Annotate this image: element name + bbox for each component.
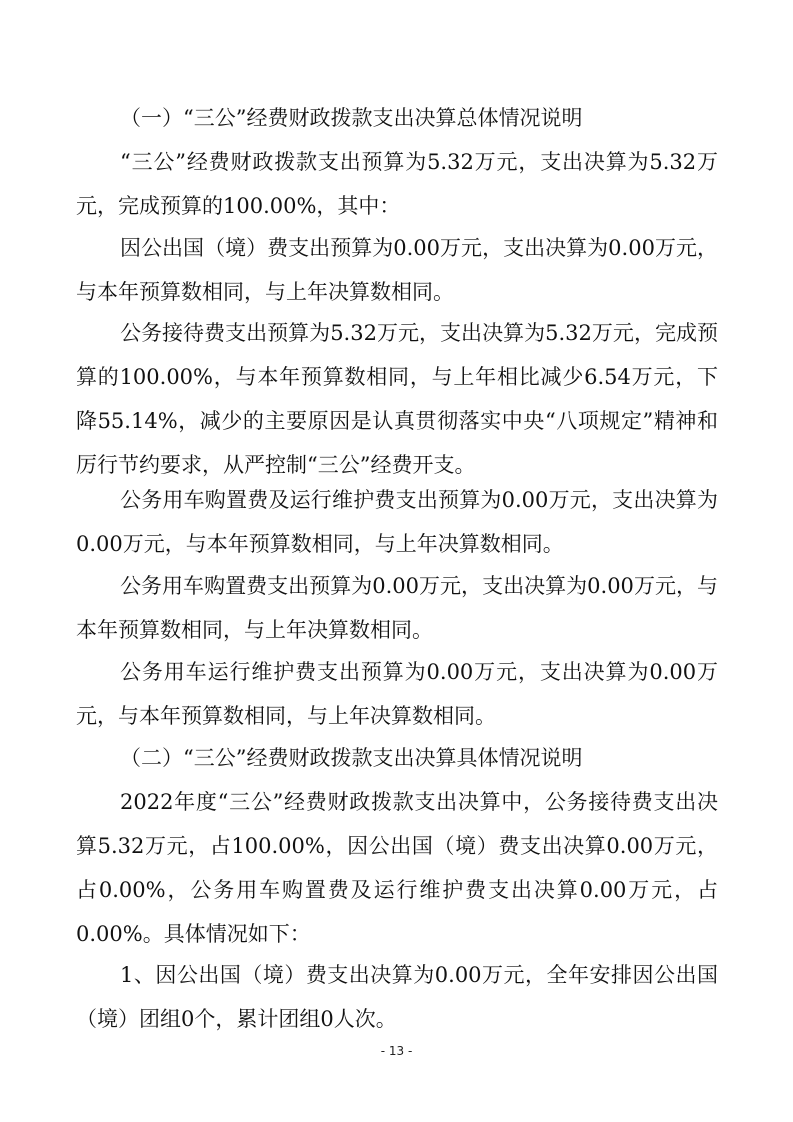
- paragraph-detail-summary: 2022年度“三公”经费财政拨款支出决算中，公务接待费支出决算5.32万元，占100.00%，因公出国（境）费支出决算0.00万元，占0.00%，公务用车购置费及运行维护费支出决算0.00万元，占0.00%。具体情况如下：: [76, 790, 718, 946]
- section-heading-1: （一）“三公”经费财政拨款支出决算总体情况说明: [120, 106, 583, 130]
- paragraph-overseas-travel: 因公出国（境）费支出预算为0.00万元，支出决算为0.00万元，与本年预算数相同，与上年决算数相同。: [76, 236, 718, 304]
- paragraph-overseas-groups: 1、因公出国（境）费支出决算为0.00万元，全年安排因公出国（境）团组0个，累计团组0人次。: [76, 963, 718, 1031]
- paragraph-reception: 公务接待费支出预算为5.32万元，支出决算为5.32万元，完成预算的100.00%，与本年预算数相同，与上年相比减少6.54万元，下降55.14%，减少的主要原因是认真贯彻落实中央“八项规定”精神和厉行节约要求，从严控制“三公”经费开支。: [76, 321, 718, 477]
- paragraph-overall-summary: “三公”经费财政拨款支出预算为5.32万元，支出决算为5.32万元，完成预算的100.00%，其中：: [76, 150, 718, 218]
- paragraph-vehicle-maintenance: 公务用车运行维护费支出预算为0.00万元，支出决算为0.00万元，与本年预算数相同，与上年决算数相同。: [76, 660, 718, 728]
- paragraph-vehicle-purchase: 公务用车购置费支出预算为0.00万元，支出决算为0.00万元，与本年预算数相同，与上年决算数相同。: [76, 574, 718, 642]
- section-heading-2: （二）“三公”经费财政拨款支出决算具体情况说明: [120, 746, 583, 770]
- paragraph-vehicle-total: 公务用车购置费及运行维护费支出预算为0.00万元，支出决算为0.00万元，与本年预算数相同，与上年决算数相同。: [76, 488, 718, 556]
- page-number: - 13 -: [380, 1044, 413, 1058]
